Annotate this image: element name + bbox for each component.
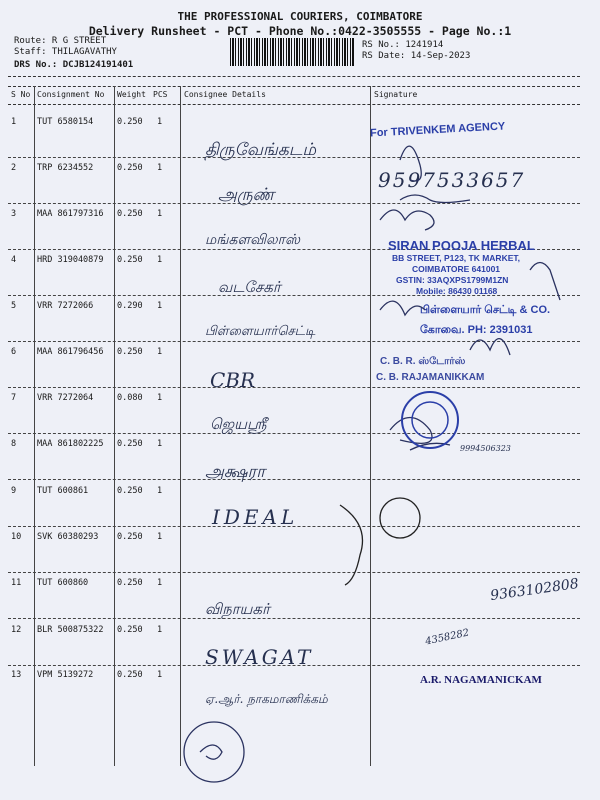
consignee-handwritten: ஜெயஸ்ரீ [210,415,267,433]
row-sno: 2 [11,163,17,173]
consignee-handwritten: திருவேங்கடம் [205,140,316,160]
consignee-handwritten: மங்களவிலாஸ் [205,232,301,248]
row-sno: 6 [11,347,17,357]
header-divider [8,76,580,77]
signature-stamp: கோவை. PH: 2391031 [420,324,533,336]
consignee-handwritten: அருண் [218,185,275,205]
row-consignment: BLR 500875322 [37,625,104,635]
row-weight: 0.250 [117,578,143,588]
signature-stamp: Mobile: 86430 01168 [416,286,498,296]
consignee-handwritten: CBR [210,368,256,392]
route-label: Route: R G STREET [14,36,107,46]
row-pcs: 1 [157,670,163,680]
signature-phone: 4358282 [424,627,471,648]
row-weight: 0.250 [117,532,143,542]
row-consignment: TRP 6234552 [37,163,94,173]
row-pcs: 1 [157,209,163,219]
row-pcs: 1 [157,393,163,403]
row-consignment: TUT 6580154 [37,117,94,127]
row-weight: 0.250 [117,347,143,357]
row-sno: 8 [11,439,17,449]
row-weight: 0.290 [117,301,143,311]
row-pcs: 1 [157,301,163,311]
consignee-handwritten: அக்ஷரா [205,462,266,482]
row-weight: 0.250 [117,486,143,496]
row-weight: 0.080 [117,393,143,403]
row-pcs: 1 [157,117,163,127]
col-header-consignment: Consignment No [37,90,105,99]
consignee-handwritten: ஏ.ஆர். நாகமாணிக்கம் [205,692,328,706]
row-consignment: SVK 60380293 [37,532,99,542]
signature-stamp: C. B. R. ஸ்டோர்ஸ் [380,356,466,367]
row-sno: 3 [11,209,17,219]
row-sno: 10 [11,532,22,542]
row-pcs: 1 [157,486,163,496]
rs-number: RS No.: 1241914 [362,40,444,50]
col-header-signature: Signature [374,90,418,99]
row-pcs: 1 [157,439,163,449]
rs-date: RS Date: 14-Sep-2023 [362,51,471,61]
barcode [230,38,355,66]
signature-phone: 9597533657 [378,168,526,192]
drs-number: DRS No.: DCJB124191401 [14,60,134,70]
row-consignment: MAA 861797316 [37,209,104,219]
row-consignment: TUT 600861 [37,486,89,496]
row-sno: 1 [11,117,17,127]
consignee-handwritten: விநாயகர் [205,600,270,618]
row-pcs: 1 [157,625,163,635]
row-pcs: 1 [157,578,163,588]
col-header-weight: Weight [117,90,146,99]
signature-stamp: A.R. NAGAMANICKAM [420,674,542,686]
row-pcs: 1 [157,163,163,173]
signature-phone: 9363102808 [489,575,580,605]
row-weight: 0.250 [117,163,143,173]
row-weight: 0.250 [117,209,143,219]
row-sno: 13 [11,670,22,680]
row-sno: 5 [11,301,17,311]
col-header-consignee: Consignee Details [184,90,266,99]
row-sno: 7 [11,393,17,403]
signature-stamp: For TRIVENKEM AGENCY [369,120,506,140]
row-consignment: VRR 7272064 [37,393,94,403]
consignee-handwritten: வடசேகர் [218,278,281,296]
row-pcs: 1 [157,255,163,265]
signature-phone: 9994506323 [460,444,511,453]
col-header-pcs: PCS [153,90,168,99]
row-weight: 0.250 [117,625,143,635]
row-consignment: VPM 5139272 [37,670,94,680]
col-header-sno: S No [11,90,31,99]
runsheet-title: Delivery Runsheet - PCT - Phone No.:0422-3505555 - Page No.:1 [88,24,512,38]
row-consignment: MAA 861796456 [37,347,104,357]
row-weight: 0.250 [117,670,143,680]
signature-scribbles [370,100,600,700]
row-consignment: TUT 600860 [37,578,89,588]
row-pcs: 1 [157,532,163,542]
row-weight: 0.250 [117,255,143,265]
company-name: THE PROFESSIONAL COURIERS, COIMBATORE [177,10,423,23]
signature-stamp: SIRAN POOJA HERBAL [388,238,535,253]
consignee-handwritten: பிள்ளையார்செட்டி [205,324,316,339]
consignee-handwritten: SWAGAT [205,645,314,669]
row-consignment: VRR 7272066 [37,301,94,311]
row-weight: 0.250 [117,439,143,449]
row-weight: 0.250 [117,117,143,127]
row-consignment: HRD 319040879 [37,255,104,265]
staff-label: Staff: THILAGAVATHY [14,47,117,57]
signature-stamp: C. B. RAJAMANIKKAM [376,372,485,383]
row-sno: 9 [11,486,17,496]
row-sno: 11 [11,578,22,588]
signature-stamp: BB STREET, P123, TK MARKET, [392,253,520,263]
consignee-handwritten: IDEAL [212,505,299,529]
bracket-scribble [330,500,380,590]
table-top-rule [8,86,580,87]
circle-doodle [180,718,250,788]
signature-stamp: GSTIN: 33AQXPS1799M1ZN [396,275,509,285]
row-pcs: 1 [157,347,163,357]
row-sno: 12 [11,625,22,635]
row-sno: 4 [11,255,17,265]
signature-stamp: COIMBATORE 641001 [412,264,501,274]
signature-stamp: பிள்ளையார் செட்டி & CO. [420,304,551,316]
row-consignment: MAA 861802225 [37,439,104,449]
